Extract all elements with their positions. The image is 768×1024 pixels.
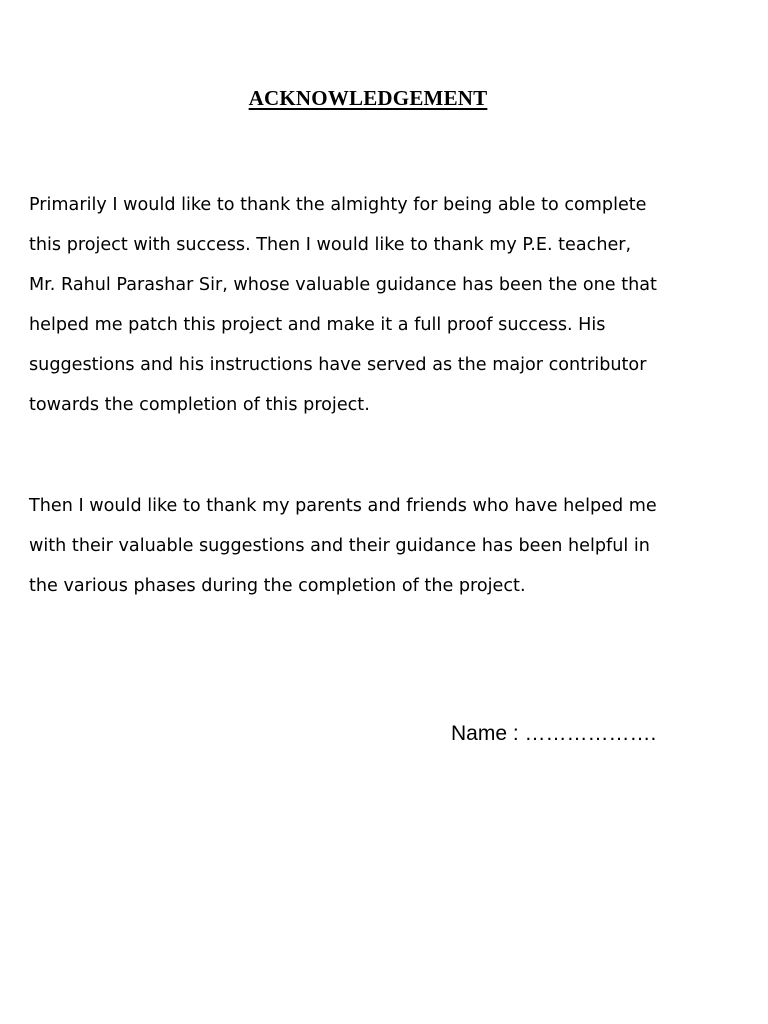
paragraph-thanks-parents: [29, 486, 719, 606]
paragraph-line: suggestions and his instructions have served as the major contributor: [29, 355, 647, 375]
paragraph-thanks-teacher: [29, 185, 719, 425]
paragraph-line: Primarily I would like to thank the almighty for being able to complete: [29, 195, 647, 215]
paragraph-line: Then I would like to thank my parents and friends who have helped me: [29, 496, 657, 516]
page-title: ACKNOWLEDGEMENT: [248, 86, 488, 110]
paragraph-line: with their valuable suggestions and their guidance has been helpful in: [29, 536, 650, 556]
signature-name-line: Name : ……………….: [451, 722, 657, 745]
paragraph-line: towards the completion of this project.: [29, 395, 370, 415]
paragraph-line: Mr. Rahul Parashar Sir, whose valuable guidance has been the one that: [29, 275, 657, 295]
paragraph-line: this project with success. Then I would like to thank my P.E. teacher,: [29, 235, 632, 255]
paragraph-line: helped me patch this project and make it a full proof success. His: [29, 315, 606, 335]
paragraph-line: the various phases during the completion of the project.: [29, 576, 526, 596]
